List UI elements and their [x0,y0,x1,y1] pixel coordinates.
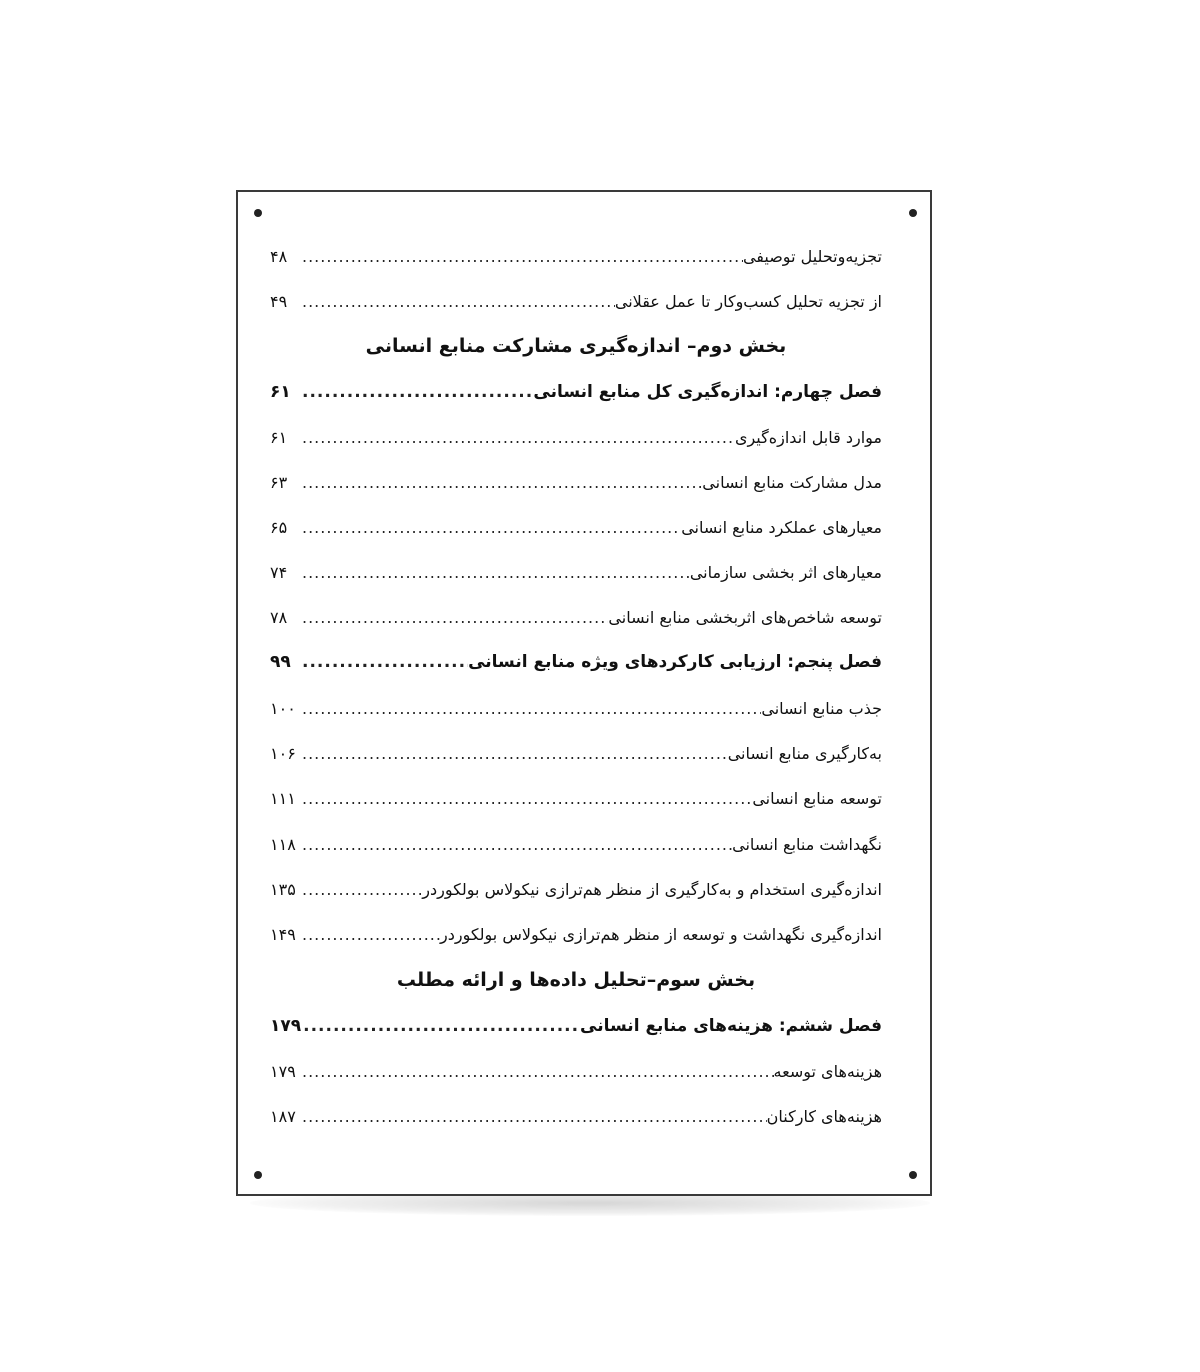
entry-title: هزینه‌های توسعه [773,1062,882,1081]
chapter-title: فصل ششم: هزینه‌های منابع انسانی [580,1016,882,1036]
entry-title: نگهداشت منابع انسانی [732,835,882,854]
entry-title: معیارهای عملکرد منابع انسانی [681,518,882,537]
dot-leader [300,1055,774,1089]
entry-page-number: ۴۹ [270,292,288,311]
entry-page-number: ۶۱ [270,428,288,447]
entry-title: تجزیه‌وتحلیل توصیفی [742,247,882,266]
entry-title: اندازه‌گیری نگهداشت و توسعه از منظر هم‌ترازی نیکولاس بولکوردر [439,925,882,944]
corner-dot-icon [909,1171,917,1179]
entry-title: توسعه منابع انسانی [752,789,882,808]
dot-leader [300,511,681,545]
entry-page-number: ۷۸ [270,608,288,627]
entry-title: معیارهای اثر بخشی سازمانی [689,563,882,582]
dot-leader [300,737,728,771]
toc-chapter [270,645,882,679]
entry-page-number: ۱۰۰ [270,699,296,718]
toc-entry [270,285,882,319]
entry-title: مدل مشارکت منابع انسانی [702,473,882,492]
toc-entry [270,240,882,274]
chapter-page-number: ۹۹ [270,652,291,672]
toc-entry [270,782,882,816]
toc-entry [270,873,882,907]
toc-entry [270,556,882,590]
entry-page-number: ۱۱۸ [270,835,296,854]
chapter-title: فصل چهارم: اندازه‌گیری کل منابع انسانی [533,382,882,402]
entry-title: از تجزیه تحلیل کسب‌وکار تا عمل عقلانی [614,292,882,311]
dot-leader [300,918,440,952]
section-heading: بخش سوم–تحلیل داده‌ها و ارائه مطلب [396,969,756,991]
chapter-page-number: ۶۱ [270,382,291,402]
entry-page-number: ۱۷۹ [270,1062,296,1081]
entry-page-number: ۱۰۶ [270,744,296,763]
entry-page-number: ۷۴ [270,563,288,582]
entry-page-number: ۴۸ [270,247,288,266]
dot-leader [300,692,761,726]
entry-page-number: ۱۱۱ [270,789,296,808]
toc-entry [270,918,882,952]
corner-dot-icon [254,1171,262,1179]
entry-page-number: ۱۳۵ [270,880,296,899]
dot-leader [300,1100,767,1134]
toc-entry [270,828,882,862]
entry-title: توسعه شاخص‌های اثربخشی منابع انسانی [608,608,882,627]
entry-title: جذب منابع انسانی [761,699,882,718]
toc-page [236,190,932,1196]
corner-dot-icon [254,209,262,217]
dot-leader [300,556,690,590]
toc-chapter [270,375,882,409]
entry-title: اندازه‌گیری استخدام و به‌کارگیری از منظر هم‌ترازی نیکولاس بولکوردر [422,880,882,899]
dot-leader [300,782,752,816]
entry-page-number: ۶۵ [270,518,288,537]
entry-page-number: ۶۳ [270,473,288,492]
toc-entry [270,601,882,635]
dot-leader [300,421,735,455]
dot-leader [300,375,533,409]
dot-leader [300,285,615,319]
dot-leader [300,645,468,679]
entry-title: موارد قابل اندازه‌گیری [734,428,882,447]
corner-dot-icon [909,209,917,217]
entry-page-number: ۱۸۷ [270,1107,296,1126]
chapter-page-number: ۱۷۹ [270,1016,302,1036]
toc-entry [270,692,882,726]
toc-entry [270,1100,882,1134]
toc-entry [270,466,882,500]
chapter-title: فصل پنجم: ارزیابی کارکردهای ویژه منابع انسانی [468,652,882,672]
dot-leader [301,1009,580,1043]
dot-leader [300,873,422,907]
dot-leader [300,601,608,635]
entry-title: به‌کارگیری منابع انسانی [727,744,882,763]
entry-page-number: ۱۴۹ [270,925,296,944]
toc-entry [270,737,882,771]
dot-leader [300,240,743,274]
dot-leader [300,828,732,862]
section-heading: بخش دوم– اندازه‌گیری مشارکت منابع انسانی [365,335,787,357]
toc-entry [270,421,882,455]
toc-entry [270,511,882,545]
dot-leader [300,466,702,500]
toc-chapter [270,1009,882,1043]
entry-title: هزینه‌های کارکنان [766,1107,882,1126]
toc-entry [270,1055,882,1089]
